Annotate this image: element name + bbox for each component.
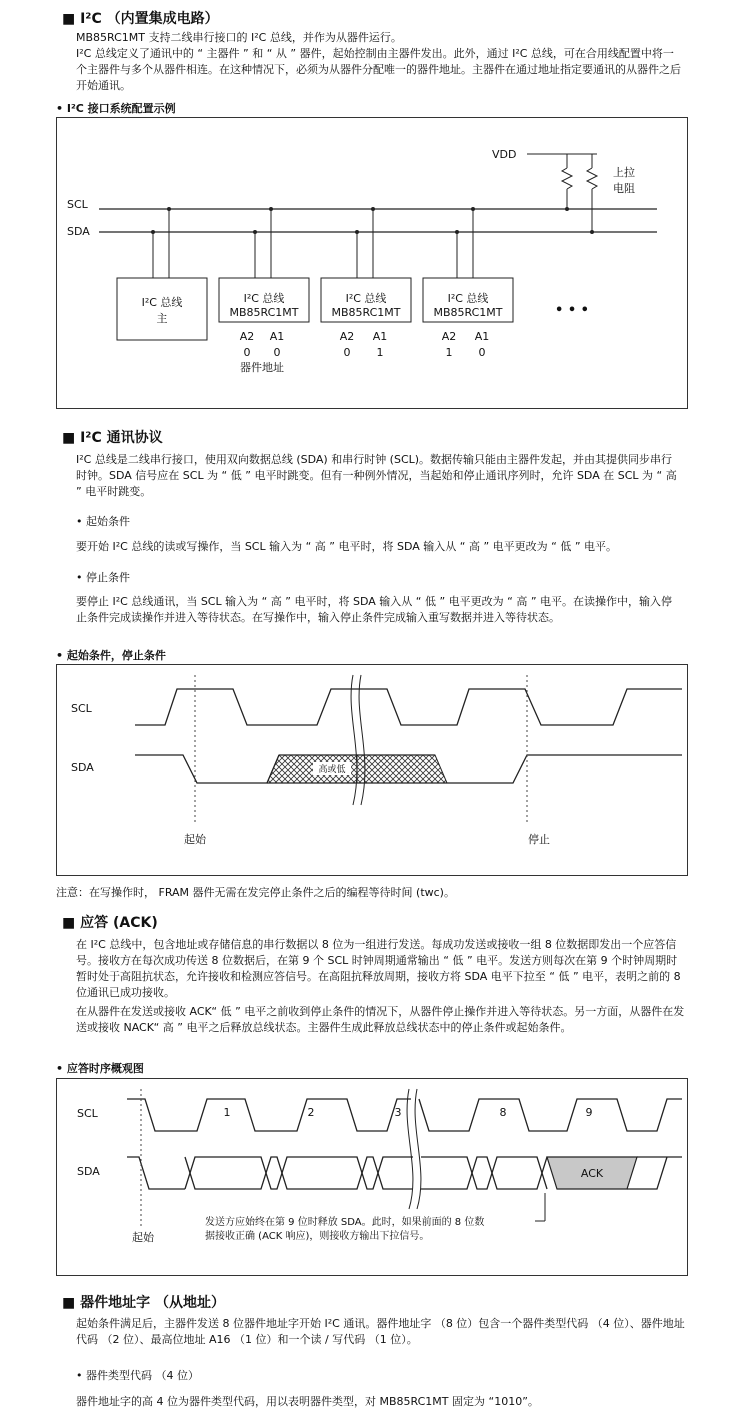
clock-3-label: 3: [394, 1106, 402, 1119]
slave3-a1-label: A1: [474, 330, 490, 343]
master-label-1: I²C 总线: [141, 296, 183, 309]
i2c-intro-text: MB85RC1MT 支持二线串行接口的 I²C 总线，并作为从器件运行。: [76, 31, 402, 44]
scl-label-2: SCL: [71, 702, 92, 715]
slave2-a1-label: A1: [372, 330, 388, 343]
sda-waveform-left: [135, 755, 279, 783]
slave3-label-1: I²C 总线: [447, 292, 489, 305]
ack-note-line-1: 发送方应始终在第 9 位时释放 SDA。此时，如果前面的 8 位数: [205, 1217, 485, 1228]
sda-label-3: SDA: [77, 1165, 100, 1178]
start-label-3: 起始: [132, 1231, 154, 1244]
clock-9-label: 9: [585, 1106, 593, 1119]
slave1-label-1: I²C 总线: [243, 292, 285, 305]
slave1-a1-label: A1: [269, 330, 285, 343]
master-label-2: 主: [156, 312, 168, 325]
ack-note-line-2: 据接收正确 (ACK 响应)，则接收方输出下拉信号。: [205, 1231, 430, 1242]
start-label: 起始: [184, 833, 206, 846]
sda-waveform-right: [447, 755, 682, 783]
device-address-text: 起始条件满足后，主器件发送 8 位器件地址字开始 I²C 通讯。器件地址字 （8 位）包含一个器件类型代码 （4 位）、器件地址代码 （2 位）、最高位地址 A16 （1 位）和一个读 / 写代码 （1 位）。: [76, 1317, 685, 1346]
slave1-a2-label: A2: [239, 330, 255, 343]
figure-title-start-stop: • 起始条件，停止条件: [56, 649, 166, 662]
slave3-a2-label: A2: [441, 330, 457, 343]
section-title-i2c: ■ I²C （内置集成电路）: [62, 11, 219, 27]
i2c-description-text: I²C 总线定义了通讯中的 “ 主器件 ” 和 “ 从 ” 器件，起始控制由主器件发出。此外，通过 I²C 总线，可在合用线配置中将一个主器件与多个从器件相连。在这种情况下，必须为从器件分配唯一的器件地址。主器件在通过地址指定要通讯的从器件之后开始通讯。: [76, 47, 681, 92]
figure-title-ack: • 应答时序概观图: [56, 1062, 144, 1075]
high-or-low-label: 高或低: [318, 765, 346, 775]
slave3-a1-value: 0: [478, 346, 486, 359]
start-stop-diagram: [57, 665, 687, 875]
bus-config-diagram: [57, 118, 687, 408]
clock-8-label: 8: [499, 1106, 507, 1119]
scl-label: SCL: [67, 198, 88, 211]
slave2-label-1: I²C 总线: [345, 292, 387, 305]
pullup-resistor-2: [587, 168, 597, 189]
vdd-label: VDD: [492, 148, 517, 161]
scl-label-3: SCL: [77, 1107, 98, 1120]
clock-1-label: 1: [223, 1106, 231, 1119]
slave2-a2-label: A2: [339, 330, 355, 343]
slave2-a1-value: 1: [376, 346, 384, 359]
stop-condition-text: 要停止 I²C 总线通讯，当 SCL 输入为 “ 高 ” 电平时，将 SDA 输入从 “ 低 ” 电平更改为 “ 高 ” 电平。在读操作中，输入停止条件完成读操作并进入等待状态。在写操作中，输入停止条件完成输入重写数据并进入等待状态。: [76, 595, 673, 624]
ack-text-1: 在 I²C 总线中，包含地址或存储信息的串行数据以 8 位为一组进行发送。每成功发送或接收一组 8 位数据即发出一个应答信号。接收方在每次成功传送 8 位数据后，在第 9 个 SCL 时钟周期通常输出 “ 低 ” 电平。发送方则每次在第 9 个时钟周期时暂时处于高阻抗状态，允许接收和检测应答信号。在高阻抗释放周期，接收方将 SDA 电平下拉至 “ 低 ” 电平，表明之前的 8 位通讯已成功接收。: [76, 938, 681, 999]
device-address-label: 器件地址: [240, 361, 284, 374]
device-type-heading: • 器件类型代码 （4 位）: [76, 1369, 199, 1382]
sda-data-waveform-top-2: [421, 1157, 547, 1189]
slave1-a2-value: 0: [243, 346, 251, 359]
scl-waveform: [135, 689, 682, 725]
slave1-label-2: MB85RC1MT: [229, 306, 299, 319]
section-title-device-address: ■ 器件地址字 （从地址）: [62, 1295, 225, 1311]
more-devices-ellipsis: • • •: [555, 303, 589, 318]
note-text: 注意：在写操作时， FRAM 器件无需在发完停止条件之后的编程等待时间 (twc)。: [56, 886, 455, 899]
bus-config-figure: [56, 117, 688, 409]
slave1-a1-value: 0: [273, 346, 281, 359]
pullup-label-2: 电阻: [613, 182, 635, 195]
section-title-protocol: ■ I²C 通讯协议: [62, 430, 163, 446]
start-stop-figure: [56, 664, 688, 876]
master-box: [117, 278, 207, 340]
slave2-a2-value: 0: [343, 346, 351, 359]
sda-label-2: SDA: [71, 761, 94, 774]
figure-title-config: • I²C 接口系统配置示例: [56, 102, 176, 115]
stop-label: 停止: [528, 833, 550, 846]
protocol-text: I²C 总线是二线串行接口，使用双向数据总线 (SDA) 和串行时钟 (SCL)。数据传输只能由主器件发起，并由其提供同步串行时钟。SDA 信号应在 SCL 为 “ 低 ” 电平时跳变。但有一种例外情况，当起始和停止通讯序列时，允许 SDA 在 SCL 为 “ 高 ” 电平时跳变。: [76, 453, 677, 498]
section-title-ack: ■ 应答 (ACK): [62, 915, 158, 931]
slave3-a2-value: 1: [445, 346, 453, 359]
ack-label: ACK: [580, 1167, 604, 1180]
device-type-text: 器件地址字的高 4 位为器件类型代码，用以表明器件类型，对 MB85RC1MT 固定为 “1010”。: [76, 1395, 539, 1408]
stop-condition-heading: • 停止条件: [76, 571, 130, 584]
sda-label: SDA: [67, 225, 90, 238]
sda-data-waveform-bot-2: [421, 1157, 547, 1189]
clock-2-label: 2: [307, 1106, 315, 1119]
sda-data-waveform-top: [185, 1157, 413, 1189]
slave2-label-2: MB85RC1MT: [331, 306, 401, 319]
scl-clock-waveform: [127, 1099, 411, 1131]
slave3-label-2: MB85RC1MT: [433, 306, 503, 319]
pullup-resistor-1: [562, 168, 572, 189]
scl-clock-waveform-2: [419, 1099, 682, 1131]
pullup-label-1: 上拉: [613, 166, 635, 179]
ack-timing-figure: [56, 1078, 688, 1276]
sda-start-waveform: [127, 1157, 185, 1189]
start-condition-heading: • 起始条件: [76, 515, 130, 528]
ack-timing-diagram: [57, 1079, 687, 1275]
ack-text-2: 在从器件在发送或接收 ACK“ 低 ” 电平之前收到停止条件的情况下，从器件停止操作并进入等待状态。另一方面，从器件在发送或接收 NACK“ 高 ” 电平之后释放总线状态。主器件生成此释放总线状态中的停止条件或起始条件。: [76, 1005, 685, 1034]
start-condition-text: 要开始 I²C 总线的读或写操作，当 SCL 输入为 “ 高 ” 电平时，将 SDA 输入从 “ 高 ” 电平更改为 “ 低 ” 电平。: [76, 540, 618, 553]
sda-data-waveform-bot: [185, 1157, 413, 1189]
